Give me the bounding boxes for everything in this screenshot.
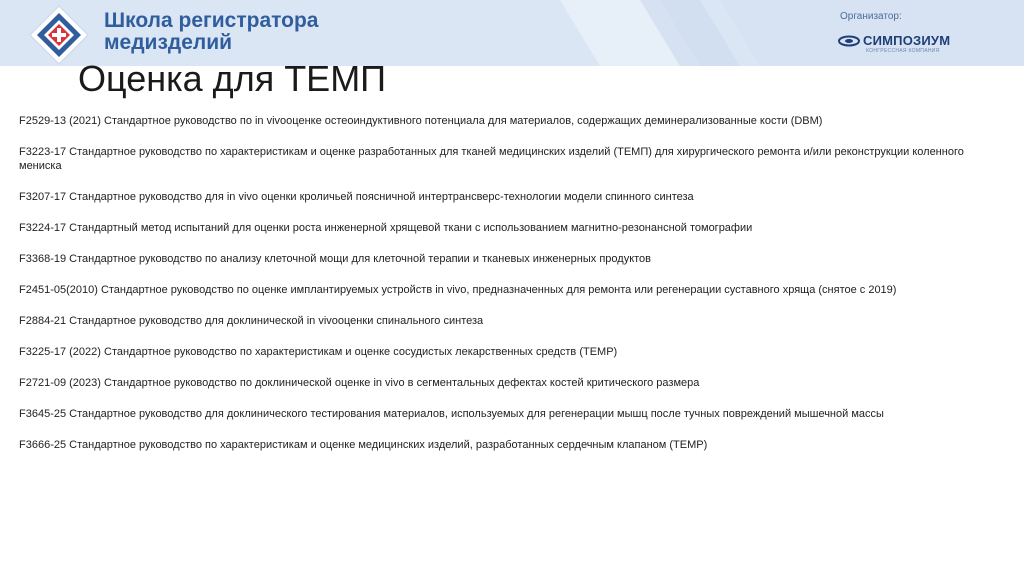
list-item: F3225-17 (2022) Стандартное руководство по характеристикам и оценке сосудистых лекарственных средств (TEMP) bbox=[19, 346, 618, 358]
school-title-line1: Школа регистратора bbox=[104, 9, 319, 32]
standards-list bbox=[19, 114, 989, 469]
list-item: F3368-19 Стандартное руководство по анализу клеточной мощи для клеточной терапии и тканевых инженерных продуктов bbox=[19, 253, 652, 265]
list-item: F2451-05(2010) Стандартное руководство по оценке имплантируемых устройств in vivo, предназначенных для ремонта или регенерации суставного хряща (снятое с 2019) bbox=[19, 284, 897, 296]
list-item: F2529-13 (2021) Стандартное руководство по in vivoоценке остеоиндуктивного потенциала для материалов, содержащих деминерализованные кости (DBM) bbox=[19, 115, 823, 127]
school-logo-icon bbox=[28, 4, 90, 66]
sponsor-swoosh-icon bbox=[838, 35, 860, 47]
sponsor-logo bbox=[838, 33, 950, 48]
list-item: F3207-17 Стандартное руководство для in vivo оценки кроличьей поясничной интертрансверс-технологии модели спинного синтеза bbox=[19, 191, 694, 203]
school-title bbox=[104, 10, 318, 54]
list-item: F3645-25 Стандартное руководство для доклинического тестирования материалов, используемых для регенерации мышц после тучных повреждений мышечной массы bbox=[19, 408, 884, 420]
list-item: F3223-17 Стандартное руководство по характеристикам и оценке разработанных для тканей медицинских изделий (ТЕМП) для хирургического ремонта и/или реконструкции коленного мениска bbox=[19, 146, 964, 172]
page-title: Оценка для ТЕМП bbox=[78, 58, 387, 99]
header-band bbox=[0, 0, 1024, 66]
list-item: F2721-09 (2023) Стандартное руководство по доклинической оценке in vivo в сегментальных дефектах костей критического размера bbox=[19, 377, 700, 389]
list-item: F3224-17 Стандартный метод испытаний для оценки роста инженерной хрящевой ткани с использованием магнитно-резонансной томографии bbox=[19, 222, 753, 234]
list-item: F3666-25 Стандартное руководство по характеристикам и оценке медицинских изделий, разработанных сердечным клапаном (TEMP) bbox=[19, 439, 708, 451]
list-item: F2884-21 Стандартное руководство для доклинической in vivoоценки спинального синтеза bbox=[19, 315, 484, 327]
school-title-line2: медизделий bbox=[104, 31, 233, 54]
sponsor-name: СИМПОЗИУМ bbox=[863, 33, 951, 48]
organizer-label: Организатор: bbox=[840, 11, 902, 22]
sponsor-tagline: КОНГРЕССНАЯ КОМПАНИЯ bbox=[866, 48, 940, 54]
